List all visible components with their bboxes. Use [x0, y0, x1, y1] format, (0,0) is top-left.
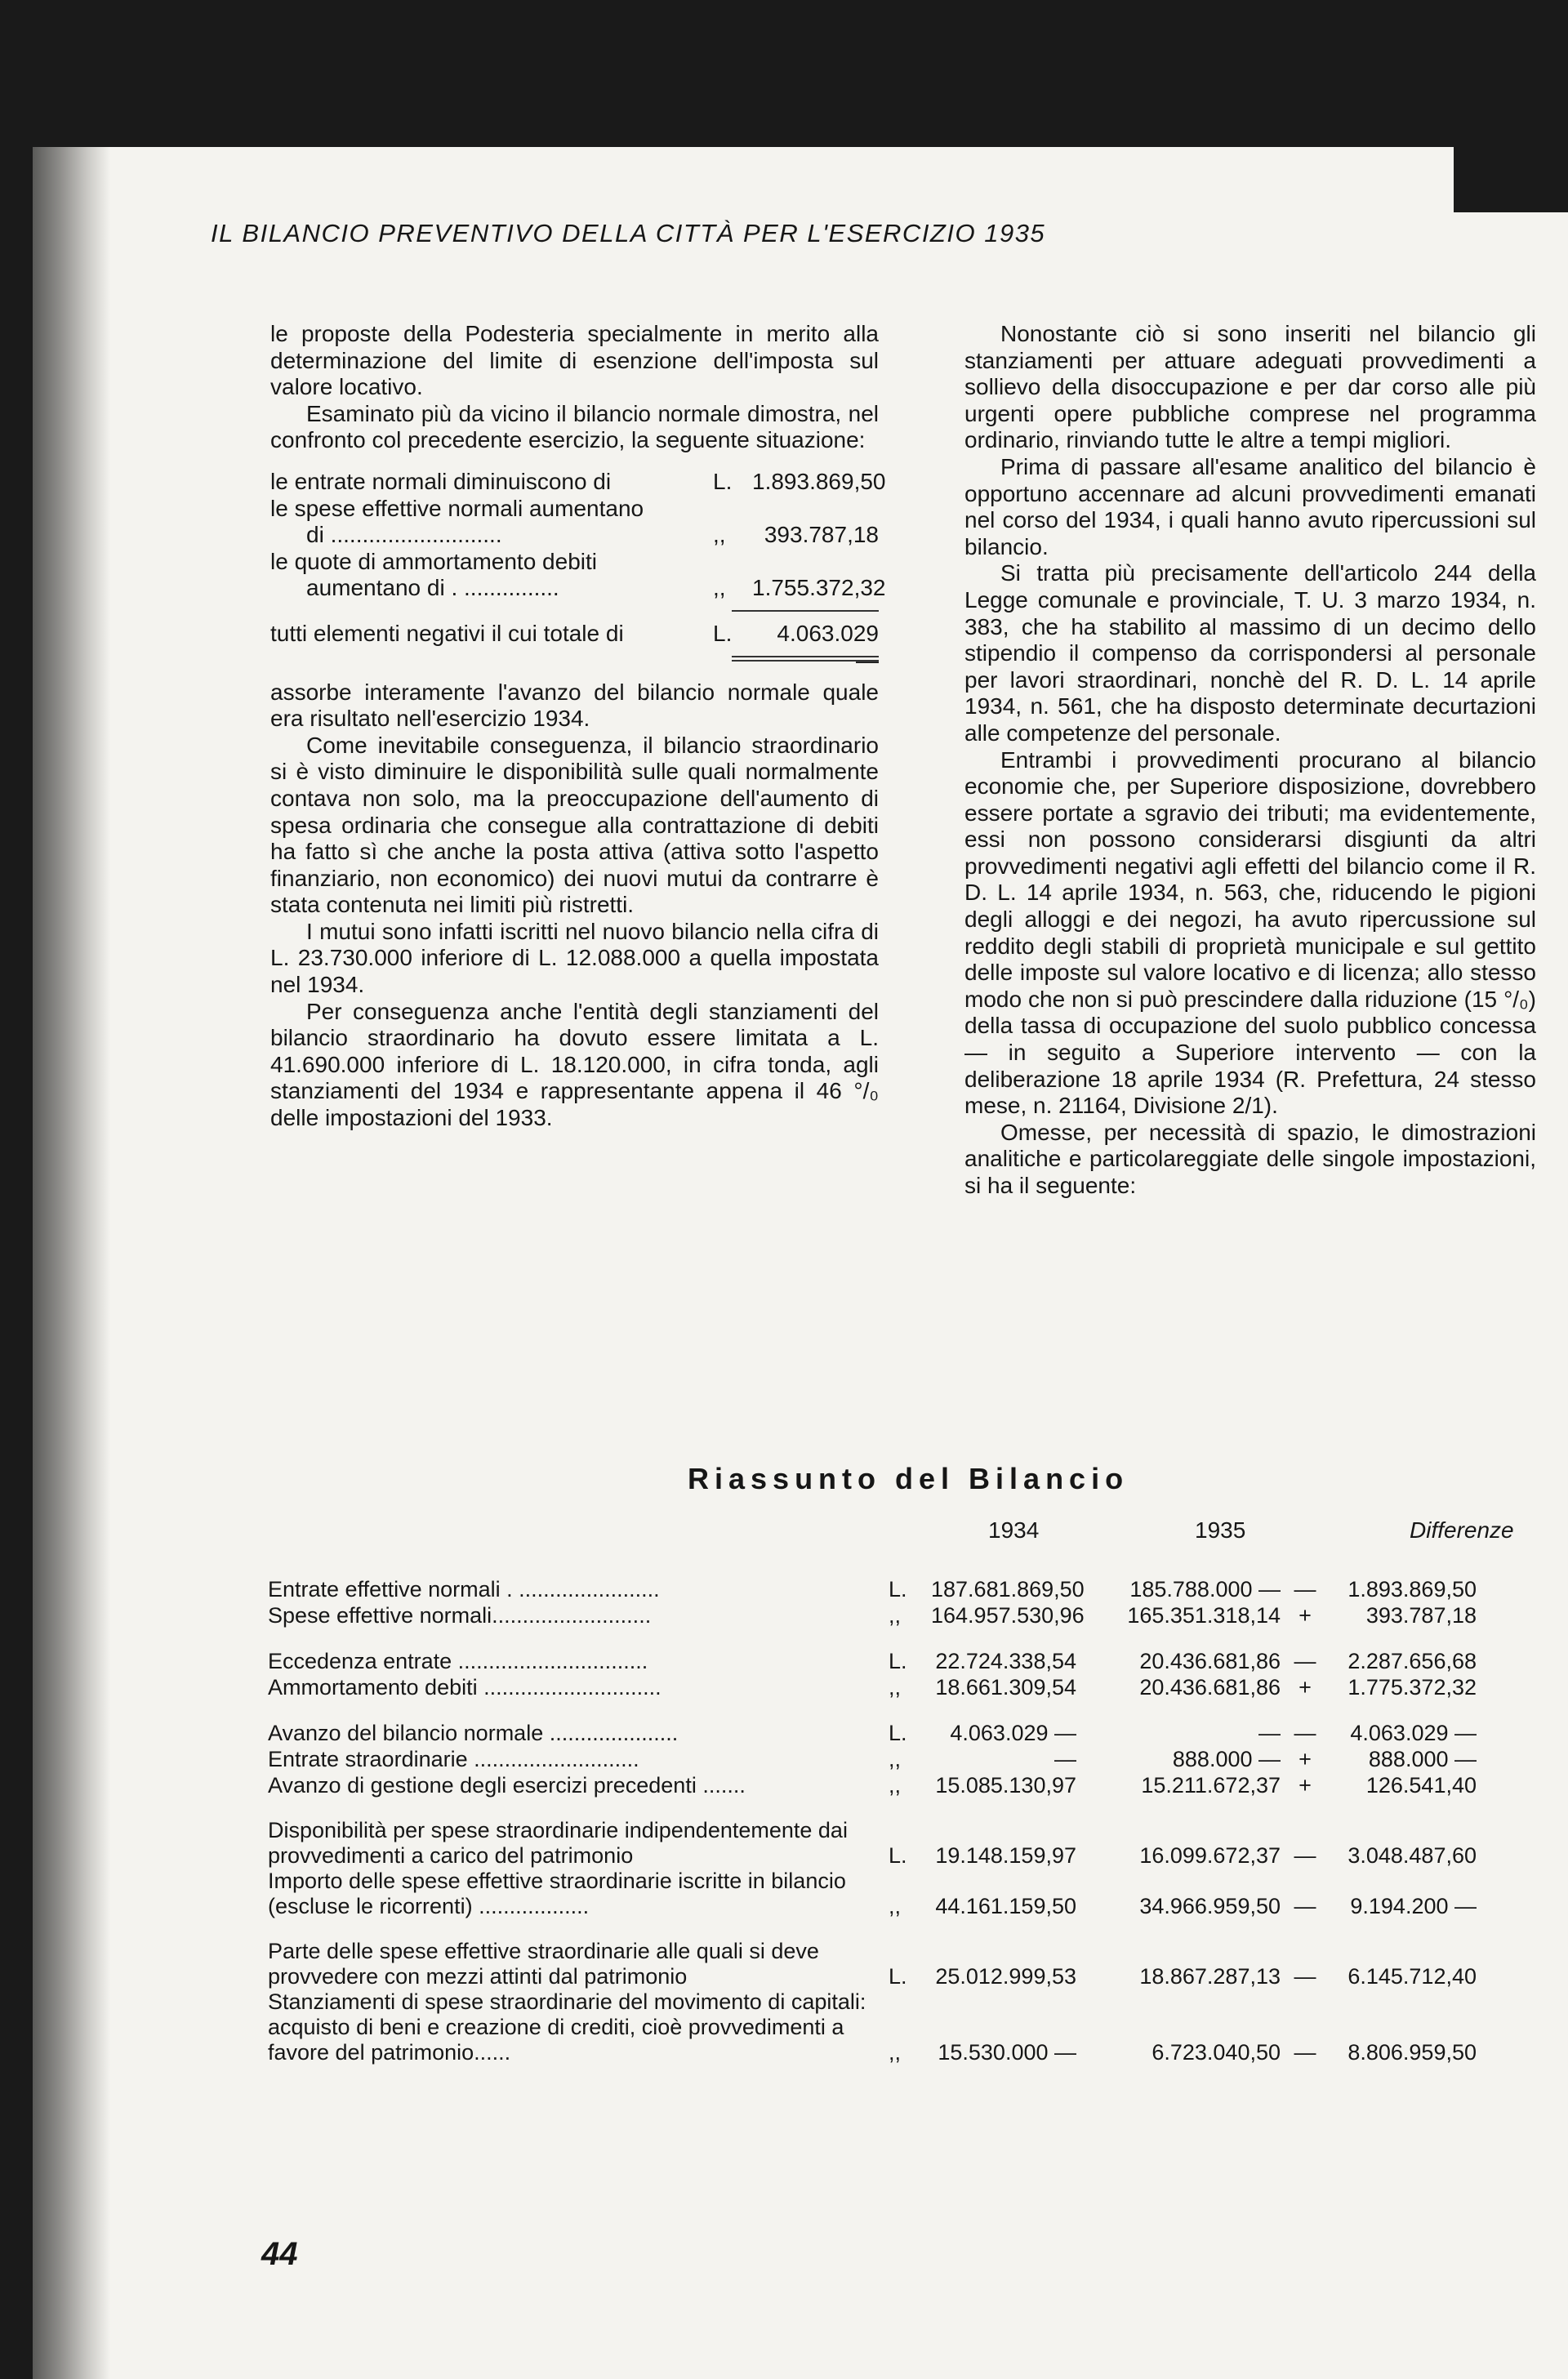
row-currency: L.: [889, 1577, 907, 1602]
value-1935: 6.723.040,50: [1152, 2040, 1281, 2065]
ledger-total-row: [270, 620, 879, 673]
row-currency: L.: [889, 1721, 907, 1745]
ledger-row: [270, 522, 879, 549]
ledger-label: le quote di ammortamento debiti: [270, 548, 597, 574]
paragraph: Nonostante ciò si sono inseriti nel bilancio gli stanziamenti per attuare adeguati provvedimenti a sollievo della disoccupazione e per dar corso alle più urgenti opere pubbliche comprese nel programma ordinario, rinviando tutte le altre a tempi migliori.: [964, 321, 1536, 453]
summary-title: Riassunto del Bilancio: [688, 1462, 1129, 1495]
value-1934: 187.681.869,50: [931, 1577, 1085, 1602]
difference-sign: +: [1298, 1773, 1312, 1798]
ledger-label: di ...........................: [306, 522, 502, 548]
value-difference: 4.063.029 —: [1350, 1721, 1477, 1745]
paragraph: Entrambi i provvedimenti procurano al bilancio economie che, per Superiore disposizione, dovrebbero essere portate a sgravio dei tributi; ma evidentemente, essi non possono considerarsi disgiunti da altri provvedimenti negativi agli effetti del bilancio come il R. D. L. 14 aprile 1934, n. 563, che, riducendo le pigioni degli alloggi e dei negozi, ha avuto ripercussione sul reddito degli stabili di proprietà municipale e sul gettito delle imposte sul valore locativo e di licenza; allo stesso modo che non si può prescindere dalla riduzione (15 °/₀) della tassa di occupazione del suolo pubblico concessa — in seguito a Superiore intervento — con la deliberazione 18 aprile 1934 (R. Prefettura, 24 stesso mese, n. 21164, Divisione 2/1).: [964, 746, 1536, 1119]
summary-row: [268, 1939, 1542, 1989]
paragraph: Esaminato più da vicino il bilancio normale dimostra, nel confronto col precedente esercizio, la seguente situazione:: [270, 400, 879, 453]
value-1935: 15.211.672,37: [1141, 1773, 1281, 1798]
difference-sign: —: [1294, 2040, 1316, 2065]
ledger-row: [270, 549, 879, 576]
value-1935: 16.099.672,37: [1139, 1843, 1281, 1868]
value-1935: 20.436.681,86: [1139, 1675, 1281, 1700]
value-difference: 6.145.712,40: [1348, 1964, 1477, 1989]
difference-sign: —: [1294, 1721, 1316, 1745]
value-difference: 888.000 —: [1368, 1747, 1477, 1771]
summary-group: [268, 1818, 1542, 1919]
left-column: [270, 321, 886, 1132]
value-1935: —: [1258, 1721, 1281, 1745]
ledger-currency: ,,: [713, 522, 726, 548]
summary-row: [268, 1869, 1542, 1919]
value-difference: 9.194.200 —: [1350, 1894, 1477, 1918]
value-1935: 34.966.959,50: [1139, 1894, 1281, 1918]
ledger-label: le entrate normali diminuiscono di: [270, 468, 612, 494]
summary-row: [268, 1989, 1542, 2065]
paragraph: Omesse, per necessità di spazio, le dimostrazioni analitiche e particolareggiate delle singole impostazioni, si ha il seguente:: [964, 1119, 1536, 1198]
row-currency: ,,: [889, 1675, 902, 1700]
ledger-row: [270, 575, 886, 602]
value-1934: 22.724.338,54: [935, 1649, 1076, 1673]
ledger-currency: ,,: [713, 575, 726, 601]
paragraph: I mutui sono infatti iscritti nel nuovo bilancio nella cifra di L. 23.730.000 inferiore di L. 12.088.000 a quella impostata nel 1934.: [270, 918, 879, 998]
value-1934: 44.161.159,50: [935, 1894, 1076, 1918]
ledger-currency: L.: [713, 620, 733, 646]
summary-row: [268, 1576, 1542, 1602]
row-label: Entrate straordinarie ...........................: [268, 1747, 639, 1771]
difference-sign: —: [1294, 1894, 1316, 1918]
column-header-1935: 1935: [1195, 1517, 1246, 1543]
value-difference: 126.541,40: [1365, 1773, 1477, 1798]
summary-group: [268, 1576, 1542, 1628]
value-1935: 185.788.000 —: [1129, 1577, 1281, 1602]
summary-group: [268, 1939, 1542, 2065]
difference-sign: —: [1294, 1843, 1316, 1868]
row-currency: ,,: [889, 1773, 902, 1798]
difference-sign: —: [1294, 1649, 1316, 1673]
summary-group: [268, 1720, 1542, 1798]
value-difference: 3.048.487,60: [1348, 1843, 1477, 1868]
summary-row: [268, 1602, 1542, 1628]
value-1934: 15.530.000 —: [938, 2040, 1076, 2065]
ledger-label: aumentano di . ...............: [306, 575, 559, 601]
value-difference: 393.787,18: [1365, 1603, 1477, 1628]
book-spine-shadow: [33, 147, 110, 2379]
row-currency: ,,: [889, 1603, 902, 1628]
ledger-value: 1.893.869,50: [752, 468, 886, 494]
ledger-label: tutti elementi negativi il cui totale di: [270, 620, 624, 646]
ledger-value: 4.063.029 —: [777, 620, 879, 673]
value-difference: 1.893.869,50: [1348, 1577, 1477, 1602]
summary-row: [268, 1674, 1542, 1700]
ledger-value: 393.787,18: [764, 522, 879, 548]
row-label: Disponibilità per spese straordinarie indipendentemente dai provvedimenti a carico del patrimonio: [268, 1818, 848, 1868]
summary-row: [268, 1746, 1542, 1772]
column-header-differenze: Differenze: [1410, 1517, 1514, 1543]
row-label: Avanzo di gestione degli esercizi precedenti .......: [268, 1773, 746, 1798]
value-difference: 8.806.959,50: [1348, 2040, 1477, 2065]
paragraph: Prima di passare all'esame analitico del bilancio è opportuno accennare ad alcuni provvedimenti emanati nel corso del 1934, i quali hanno avuto ripercussioni sul bilancio.: [964, 453, 1536, 559]
summary-group: [268, 1648, 1542, 1700]
value-1935: 20.436.681,86: [1139, 1649, 1281, 1673]
row-label: Spese effettive normali..........................: [268, 1603, 652, 1628]
row-label: Stanziamenti di spese straordinarie del movimento di capitali: acquisto di beni e creazione di crediti, cioè provvedimenti a favore del patrimonio......: [268, 1989, 866, 2065]
paragraph: le proposte della Podesteria specialmente in merito alla determinazione del limite di esenzione dell'imposta sul valore locativo.: [270, 321, 879, 400]
difference-sign: +: [1298, 1603, 1312, 1628]
ledger: [270, 468, 886, 673]
row-label: Eccedenza entrate ...............................: [268, 1649, 648, 1673]
value-1934: 19.148.159,97: [935, 1843, 1076, 1868]
summary-row: [268, 1772, 1542, 1798]
row-currency: L.: [889, 1843, 907, 1868]
column-header-1934: 1934: [988, 1517, 1040, 1543]
row-currency: L.: [889, 1649, 907, 1673]
ledger-label: le spese effettive normali aumentano: [270, 495, 644, 521]
value-1935: 165.351.318,14: [1127, 1603, 1281, 1628]
difference-sign: +: [1298, 1747, 1312, 1771]
row-currency: ,,: [889, 2040, 902, 2065]
value-1934: 15.085.130,97: [935, 1773, 1076, 1798]
row-label: Avanzo del bilancio normale .....................: [268, 1721, 679, 1745]
value-1934: 18.661.309,54: [935, 1675, 1076, 1700]
value-1934: 164.957.530,96: [931, 1603, 1085, 1628]
summary-row: [268, 1818, 1542, 1869]
value-difference: 1.775.372,32: [1348, 1675, 1477, 1700]
difference-sign: +: [1298, 1675, 1312, 1700]
row-currency: L.: [889, 1964, 907, 1989]
value-1934: 25.012.999,53: [935, 1964, 1076, 1989]
ledger-value: 1.755.372,32: [752, 575, 886, 601]
summary-table: [268, 1576, 1542, 2065]
paragraph: assorbe interamente l'avanzo del bilancio normale quale era risultato nell'esercizio 1934.: [270, 679, 879, 732]
scan-corner-shadow: [1454, 0, 1568, 212]
row-label: Importo delle spese effettive straordinarie iscritte in bilancio (escluse le ricorrenti) ..................: [268, 1869, 846, 1918]
paragraph: Come inevitabile conseguenza, il bilancio straordinario si è visto diminuire le disponibilità sulle quali normalmente contava non solo, ma la preoccupazione dell'aumento di spesa ordinaria che consegue alla contrattazione di debiti ha fatto sì che anche la posta attiva (attiva sotto l'aspetto finanziario, non economico) dei nuovi mutui da contrarre è stata contenuta nei limiti più ristretti.: [270, 732, 879, 918]
row-label: Entrate effettive normali . .......................: [268, 1577, 660, 1602]
page-number: 44: [261, 2236, 298, 2272]
row-label: Ammortamento debiti .............................: [268, 1675, 662, 1700]
row-currency: ,,: [889, 1894, 902, 1918]
value-1935: 18.867.287,13: [1139, 1964, 1281, 1989]
right-column: [964, 321, 1536, 1200]
value-difference: 2.287.656,68: [1348, 1649, 1477, 1673]
ledger-rule: [732, 610, 879, 613]
summary-row: [268, 1648, 1542, 1674]
running-head: IL BILANCIO PREVENTIVO DELLA CITTÀ PER L'ESERCIZIO 1935: [211, 219, 1046, 247]
difference-sign: —: [1294, 1577, 1316, 1602]
paragraph: Per conseguenza anche l'entità degli stanziamenti del bilancio straordinario ha dovuto essere limitata a L. 41.690.000 inferiore di L. 18.120.000, in cifra tonda, agli stanziamenti del 1934 e rappresentante appena il 46 °/₀ delle impostazioni del 1933.: [270, 998, 879, 1131]
paragraph: Si tratta più precisamente dell'articolo 244 della Legge comunale e provinciale, T. U. 3 marzo 1934, n. 383, che ha stabilito al massimo di un decimo dello stipendio il compenso da corrispondersi al personale per lavori straordinari, nonchè del R. D. L. 14 aprile 1934, n. 561, che ha disposto determinate decurtazioni alle competenze del personale.: [964, 560, 1536, 746]
summary-row: [268, 1720, 1542, 1746]
value-1934: —: [1054, 1747, 1076, 1771]
row-currency: ,,: [889, 1747, 902, 1771]
ledger-row: [270, 468, 886, 496]
difference-sign: —: [1294, 1964, 1316, 1989]
ledger-currency: L.: [713, 468, 733, 494]
value-1934: 4.063.029 —: [950, 1721, 1076, 1745]
row-label: Parte delle spese effettive straordinarie alle quali si deve provvedere con mezzi attinti dal patrimonio: [268, 1939, 819, 1989]
value-1935: 888.000 —: [1172, 1747, 1281, 1771]
ledger-row: [270, 496, 879, 523]
